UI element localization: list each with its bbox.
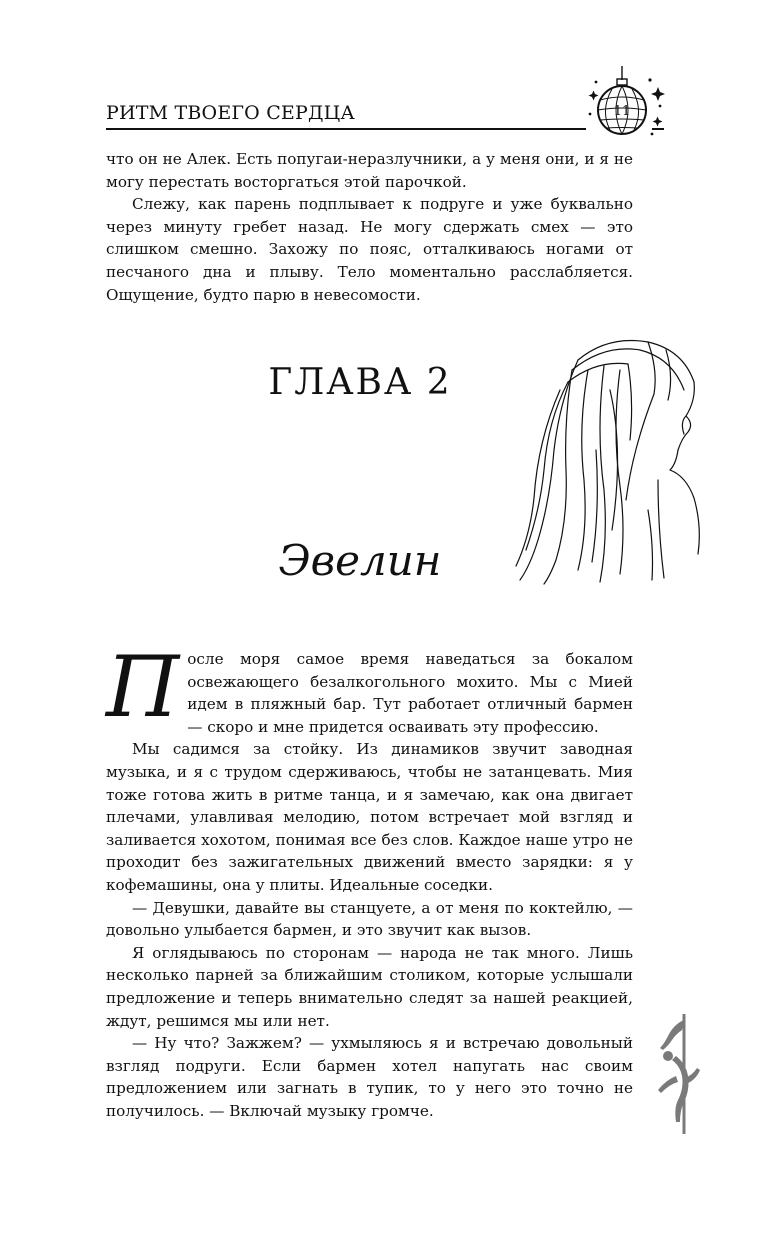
paragraph: Я оглядываюсь по сторонам — народа не так много. Лишь несколько парней за ближайшим столиком, которые услышали предложение и теперь внимательно следят за нашей реакцией, ждут, решимся мы или нет.: [106, 943, 633, 1030]
running-head: РИТМ ТВОЕГО СЕРДЦА: [106, 102, 355, 124]
chapter-subtitle: Эвелин: [278, 536, 442, 585]
top-text-block: [106, 148, 633, 306]
page-number: 11: [613, 104, 631, 119]
header-rule: [106, 128, 586, 130]
main-text-block: [106, 638, 633, 1122]
paragraph: Слежу, как парень подплывает к подруге и уже буквально через минуту гребет назад. Не могу сдержать смех — это слишком смешно. Захожу по пояс, отталкиваюсь ногами от песчаного дна и плыву. Тело моментально расслабляется. Ощущение, будто парю в невесомости.: [106, 195, 633, 304]
disco-ball-icon: [586, 64, 666, 142]
paragraph: — Ну что? Зажжем? — ухмыляюсь я и встречаю довольный взгляд подруги. Если бармен хотел напугать нас своим предложением или загнать в тупик, то у него это точно не получилось. — Включай музыку громче.: [106, 1034, 633, 1120]
paragraph: что он не Алек. Есть попугаи-неразлучники, а у меня они, и я не могу перестать восторгаться этой парочкой.: [106, 150, 633, 191]
paragraph: — Девушки, давайте вы станцуете, а от меня по коктейлю, — довольно улыбается бармен, и это звучит как вызов.: [106, 898, 633, 940]
woman-sketch-illustration: [508, 330, 708, 590]
chapter-title: ГЛАВА 2: [268, 362, 452, 403]
pole-dancer-silhouette-icon: [654, 1014, 704, 1134]
first-paragraph-text: осле моря самое время наведаться за бокалом освежающего безалкогольного мохито. Мы с Мией идем в пляжный бар. Тут работает отличный бармен — скоро и мне придется осваивать эту профессию.: [187, 650, 633, 736]
paragraph: Мы садимся за стойку. Из динамиков звучит заводная музыка, и я с трудом сдерживаюсь, чтобы не затанцевать. Мия тоже готова жить в ритме танца, и я замечаю, как она двигает плечами, улавливая мелодию, потом встречает мой взгляд и заливается хохотом, понимая все без слов. Каждое наше утро не проходит без зажигательных движений вместо зарядки: я у кофемашины, она у плиты. Идеальные соседки.: [106, 740, 633, 894]
first-paragraph: [106, 638, 633, 738]
drop-cap: П: [106, 638, 180, 736]
